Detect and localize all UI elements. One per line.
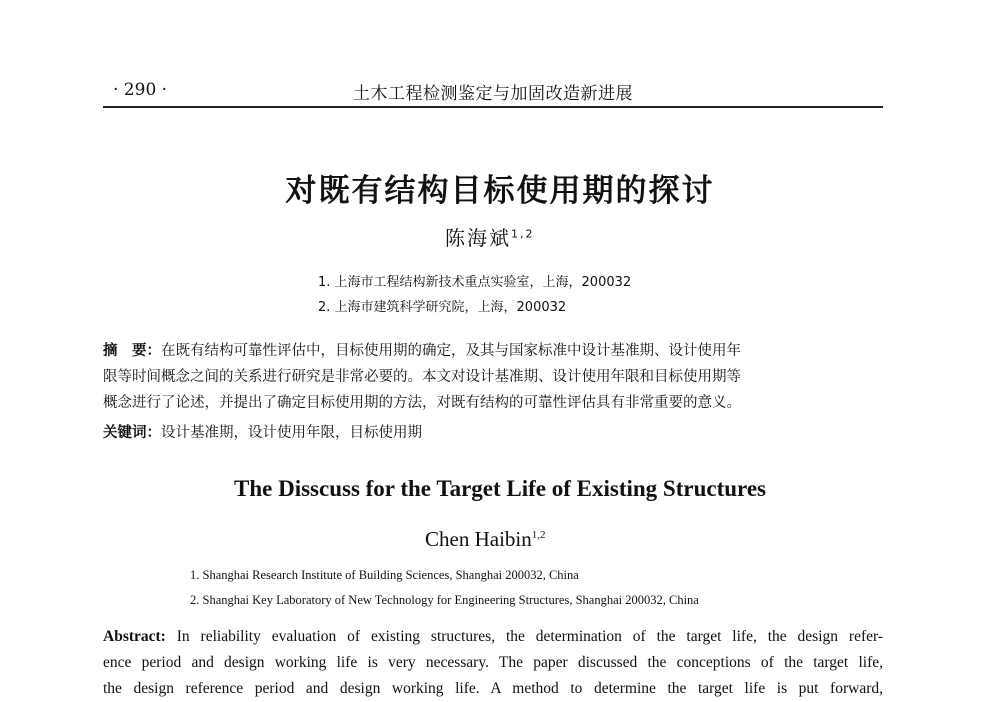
english-author <box>425 527 545 552</box>
running-header <box>103 76 883 108</box>
english-abstract-line-3: the design reference period and design working life. A method to determine the target life is put forward, <box>103 680 883 697</box>
english-author-name: Chen Haibin <box>425 527 532 551</box>
chinese-author-name: 陈海斌 <box>445 226 511 250</box>
chinese-abstract-text-1: 在既有结构可靠性评估中，目标使用期的确定，及其与国家标准中设计基准期、设计使用年 <box>161 343 741 359</box>
english-abstract-text-1: In reliability evaluation of existing structures, the determination of the target life, the design refer- <box>176 628 883 645</box>
english-author-affiliation-marks: 1,2 <box>531 529 546 541</box>
chinese-title: 对既有结构目标使用期的探讨 <box>285 173 715 209</box>
english-affiliation-1: 1. Shanghai Research Institute of Building Sciences, Shanghai 200032, China <box>190 568 579 582</box>
english-title: The Disscuss for the Target Life of Existing Structures <box>234 476 766 501</box>
chinese-author <box>445 222 535 251</box>
page-number: · 290 · <box>113 80 168 100</box>
english-abstract-line-2: ence period and design working life is very necessary. The paper discussed the conceptions of the target life, <box>103 654 883 671</box>
chinese-abstract-line-3: 概念进行了论述，并提出了确定目标使用期的方法，对既有结构的可靠性评估具有非常重要的意义。 <box>103 395 741 411</box>
chinese-author-affiliation-marks: 1,2 <box>511 227 535 241</box>
english-abstract-line-1 <box>103 624 883 650</box>
chinese-abstract-label: 摘 要： <box>103 343 161 359</box>
chinese-abstract-line-1 <box>103 338 883 364</box>
chinese-keywords-label: 关键词： <box>103 425 161 441</box>
running-title: 土木工程检测鉴定与加固改造新进展 <box>353 84 633 104</box>
chinese-keywords-text: 设计基准期，设计使用年限，目标使用期 <box>161 425 422 441</box>
chinese-affiliation-1: 1. 上海市工程结构新技术重点实验室，上海，200032 <box>318 275 632 290</box>
chinese-affiliation-2: 2. 上海市建筑科学研究院，上海，200032 <box>318 300 567 315</box>
chinese-keywords <box>103 420 883 446</box>
english-abstract-label: Abstract: <box>103 628 166 645</box>
chinese-abstract-line-2: 限等时间概念之间的关系进行研究是非常必要的。本文对设计基准期、设计使用年限和目标使用期等 <box>103 369 741 385</box>
english-affiliation-2: 2. Shanghai Key Laboratory of New Technology for Engineering Structures, Shanghai 200032, China <box>190 593 699 607</box>
